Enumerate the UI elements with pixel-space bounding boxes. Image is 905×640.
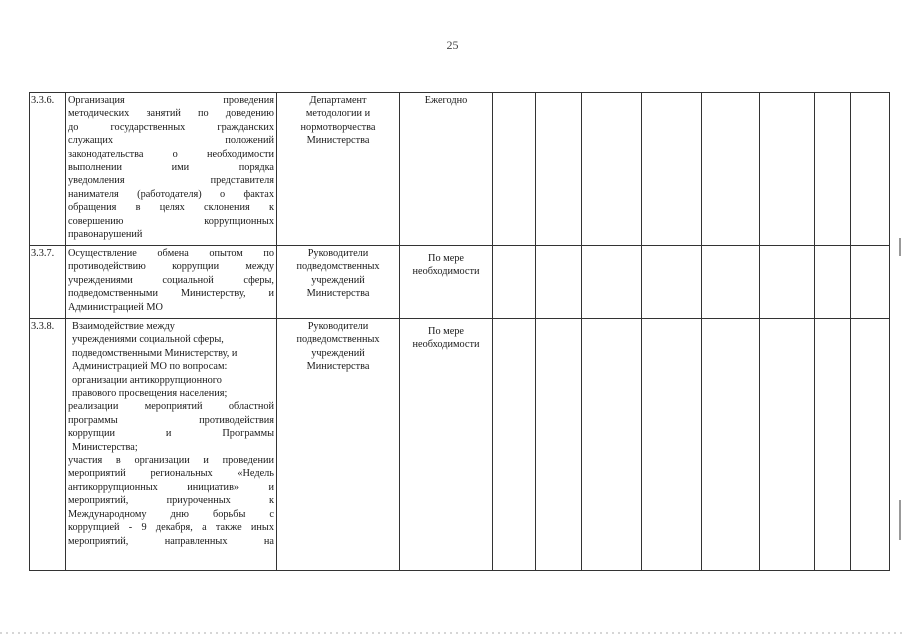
empty-cell: [536, 319, 582, 571]
executor-line: учреждений: [311, 274, 365, 286]
empty-cell: [760, 319, 815, 571]
empty-cell: [851, 319, 890, 571]
description-line: мероприятий, приуроченных к: [68, 495, 274, 507]
description-line: законодательства о необходимости: [68, 148, 274, 160]
table-row: [30, 93, 890, 246]
description-line: мероприятий, направленных на: [68, 535, 274, 547]
description-line: Осуществление обмена опытом по: [68, 248, 274, 259]
description-line: мероприятий региональных «Недель: [68, 468, 274, 480]
empty-cell: [536, 246, 582, 319]
description-line: обращения в целях склонения к: [68, 202, 274, 214]
description-line: правового просвещения населения;: [72, 388, 228, 400]
description-line: участия в организации и проведении: [68, 455, 274, 467]
executor-line: учреждений: [311, 347, 365, 359]
description-line: служащих положений: [68, 135, 274, 147]
description-line: выполнении ими порядка: [68, 162, 274, 174]
executor-line: Министерства: [306, 361, 370, 373]
measure-description: [66, 246, 277, 319]
description-line: учреждениями социальной сферы,: [68, 274, 274, 286]
description-line: коррупцией - 9 декабря, а также иных: [68, 522, 274, 534]
executor-line: Министерства: [306, 135, 370, 147]
empty-cell: [642, 93, 702, 246]
empty-cell: [493, 246, 536, 319]
empty-cell: [582, 319, 642, 571]
scan-edge-mark: [899, 238, 901, 256]
term-line: необходимости: [412, 339, 480, 351]
executor-line: нормотворчества: [300, 121, 376, 133]
empty-cell: [851, 246, 890, 319]
executor-cell: [277, 246, 400, 319]
description-line: Международному дню борьбы с: [68, 508, 274, 520]
empty-cell: [642, 246, 702, 319]
description-line: противодействию коррупции между: [68, 261, 274, 273]
term-line: По мере: [428, 253, 464, 264]
empty-cell: [760, 93, 815, 246]
description-line: подведомственными Министерству, и: [68, 288, 274, 300]
measure-description: [66, 319, 277, 571]
empty-cell: [702, 246, 760, 319]
executor-cell: [277, 93, 400, 246]
description-line: программы противодействия: [68, 414, 274, 426]
plan-table: [29, 92, 890, 571]
executor-line: подведомственных: [296, 334, 380, 346]
executor-cell: [277, 319, 400, 571]
table-row: [30, 246, 890, 319]
executor-line: подведомственных: [296, 261, 380, 273]
term-cell: [400, 246, 493, 319]
description-line: нанимателя (работодателя) о фактах: [68, 188, 274, 200]
description-line: Организация проведения: [68, 95, 274, 106]
description-line: уведомления представителя: [68, 175, 274, 187]
page-number: 25: [446, 38, 459, 52]
item-number: 3.3.8.: [30, 319, 66, 571]
executor-line: методологии и: [305, 108, 371, 120]
empty-cell: [702, 93, 760, 246]
scan-edge-mark: [899, 500, 901, 540]
scan-noise: [0, 632, 905, 634]
term-line: Ежегодно: [424, 95, 468, 106]
item-number: 3.3.6.: [30, 93, 66, 246]
executor-line: Министерства: [306, 288, 370, 300]
empty-cell: [815, 246, 851, 319]
empty-cell: [582, 246, 642, 319]
empty-cell: [536, 93, 582, 246]
description-line: до государственных гражданских: [68, 121, 274, 133]
description-line: Взаимодействие между: [72, 321, 175, 332]
term-line: необходимости: [412, 266, 480, 278]
description-line: методических занятий по доведению: [68, 108, 274, 120]
description-line: организации антикоррупционного: [72, 374, 222, 386]
executor-line: Руководители: [307, 321, 369, 332]
description-line: реализации мероприятий областной: [68, 401, 274, 413]
table-row: [30, 319, 890, 571]
empty-cell: [493, 319, 536, 571]
description-line: совершению коррупционных: [68, 215, 274, 227]
empty-cell: [582, 93, 642, 246]
empty-cell: [642, 319, 702, 571]
executor-line: Руководители: [307, 248, 369, 259]
empty-cell: [760, 246, 815, 319]
description-line: Министерства;: [72, 441, 138, 453]
measure-description: [66, 93, 277, 246]
term-cell: [400, 319, 493, 571]
term-cell: [400, 93, 493, 246]
description-line: Администрацией МО: [68, 301, 163, 313]
empty-cell: [815, 93, 851, 246]
empty-cell: [815, 319, 851, 571]
empty-cell: [493, 93, 536, 246]
description-line: Администрацией МО по вопросам:: [72, 361, 228, 373]
description-line: подведомственными Министерству, и: [72, 347, 238, 359]
term-line: По мере: [428, 326, 464, 337]
executor-line: Департамент: [309, 95, 367, 106]
description-line: коррупции и Программы: [68, 428, 274, 440]
description-line: правонарушений: [68, 229, 143, 241]
description-line: учреждениями социальной сферы,: [72, 334, 224, 346]
description-line: антикоррупционных инициатив» и: [68, 481, 274, 493]
empty-cell: [851, 93, 890, 246]
empty-cell: [702, 319, 760, 571]
item-number: 3.3.7.: [30, 246, 66, 319]
